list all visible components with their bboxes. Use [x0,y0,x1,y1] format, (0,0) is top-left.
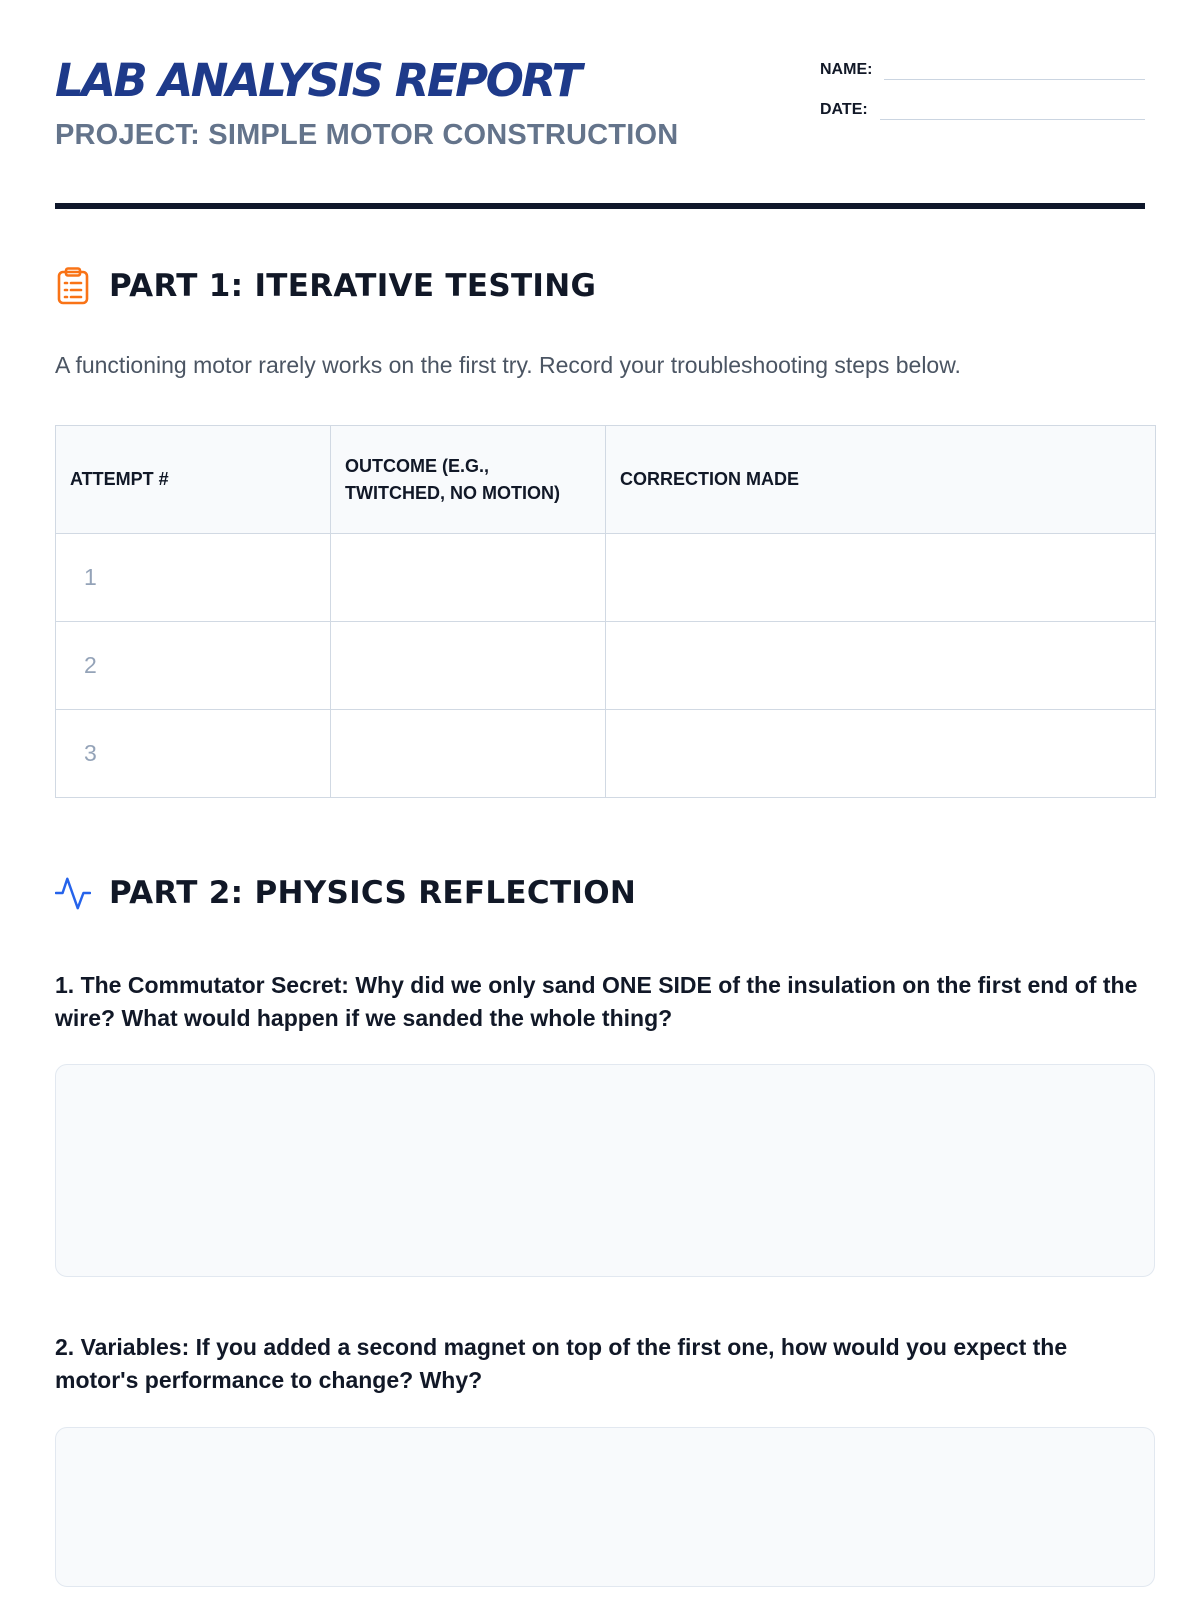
question-2: 2. Variables: If you added a second magnet on top of the first one, how would you expect the motor's performance to change? Why? [55,1334,1068,1394]
attempt-number-cell: 3 [56,710,331,798]
part1-intro: A functioning motor rarely works on the first try. Record your troubleshooting steps below. [55,352,961,378]
outcome-cell[interactable] [331,622,606,710]
report-header [55,0,1145,210]
name-field[interactable] [884,59,1145,80]
part1-heading [55,266,596,306]
correction-cell[interactable] [606,710,1156,798]
student-info [820,56,1145,136]
activity-pulse-icon [55,875,91,911]
part2-title: PART 2: PHYSICS REFLECTION [109,874,637,911]
date-field[interactable] [880,99,1145,120]
header-divider [55,203,1145,209]
answer-box-2[interactable] [55,1427,1155,1587]
table-row [56,710,1156,798]
report-title: LAB ANALYSIS REPORT [55,54,580,107]
part1-title: PART 1: ITERATIVE TESTING [109,267,597,304]
clipboard-icon [55,268,91,304]
correction-cell[interactable] [606,622,1156,710]
table-row [56,622,1156,710]
date-label: DATE: [820,101,868,118]
attempt-number-cell: 2 [56,622,331,710]
date-row [820,96,1145,120]
column-header-outcome: OUTCOME (E.G., TWITCHED, NO MOTION) [331,426,606,534]
outcome-cell[interactable] [331,710,606,798]
answer-box-1[interactable] [55,1064,1155,1277]
project-subtitle: PROJECT: SIMPLE MOTOR CONSTRUCTION [55,119,679,151]
table-header-row [56,426,1156,534]
question-1: 1. The Commutator Secret: Why did we only sand ONE SIDE of the insulation on the first end of the wire? What would happen if we sanded the whole thing? [55,972,1138,1032]
correction-cell[interactable] [606,534,1156,622]
part2-heading [55,873,636,913]
attempts-table [55,425,1156,798]
name-label: NAME: [820,61,873,78]
column-header-correction: CORRECTION MADE [606,426,1156,534]
attempt-number-cell: 1 [56,534,331,622]
outcome-cell[interactable] [331,534,606,622]
table-row [56,534,1156,622]
name-row [820,56,1145,80]
column-header-attempt: ATTEMPT # [56,426,331,534]
